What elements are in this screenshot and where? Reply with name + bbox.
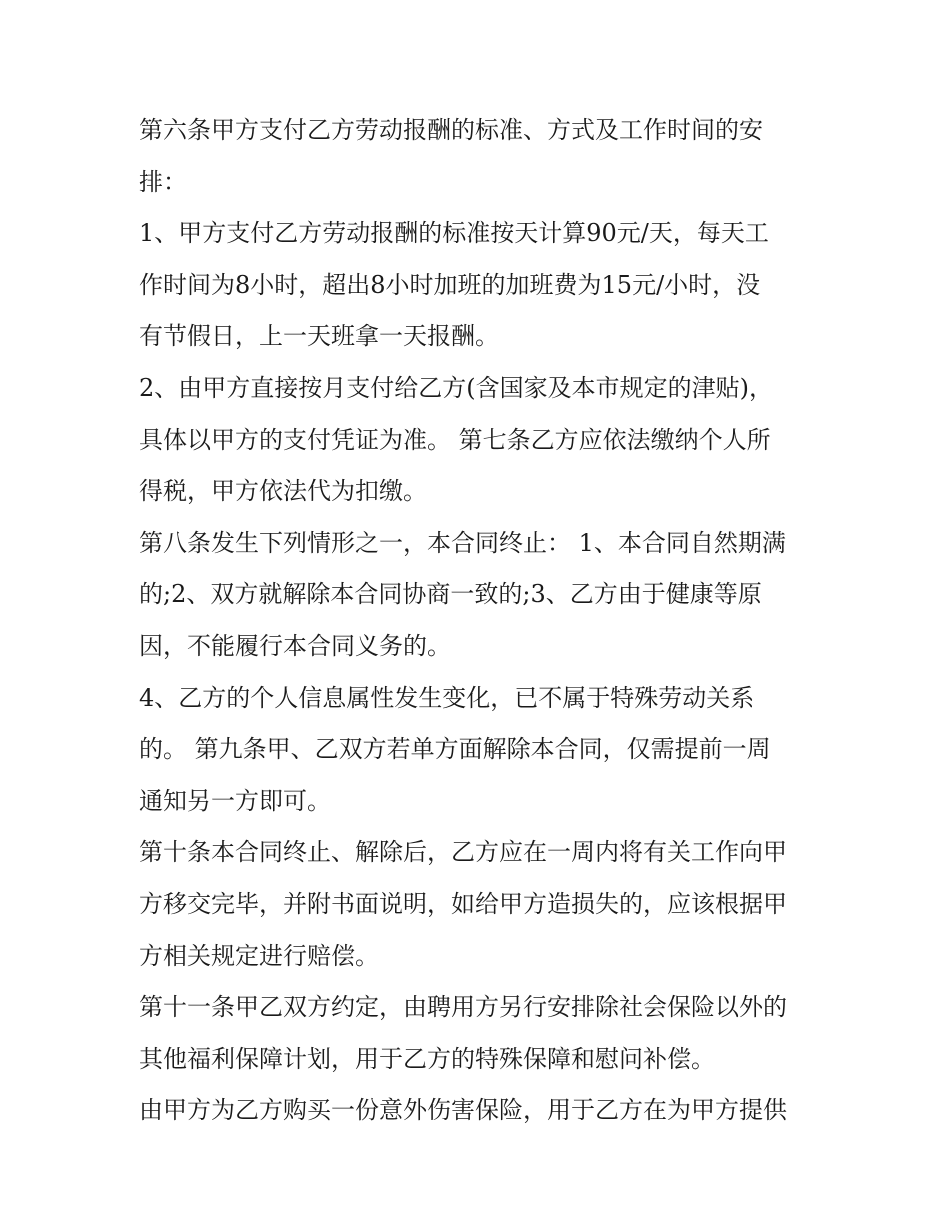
text-line: 其他福利保障计划，用于乙方的特殊保障和慰问补偿。 [139,1044,715,1073]
text-line: 4、乙方的个人信息属性发生变化，已不属于特殊劳动关系 [139,683,755,712]
text-line: 排： [139,167,187,196]
text-line: 具体以甲方的支付凭证为准。 第七条乙方应依法缴纳个人所 [139,425,771,454]
text-line: 通知另一方即可。 [139,786,331,815]
text-line: 的;2、双方就解除本合同协商一致的;3、乙方由于健康等原 [139,580,762,609]
text-line: 方相关规定进行赔偿。 [139,941,379,970]
text-line: 第十一条甲乙双方约定，由聘用方另行安排除社会保险以外的 [139,993,787,1022]
text-line: 第八条发生下列情形之一，本合同终止： 1、本合同自然期满 [139,528,786,557]
text-line: 2、由甲方直接按月支付给乙方(含国家及本市规定的津贴)， [139,373,773,402]
text-line: 第六条甲方支付乙方劳动报酬的标准、方式及工作时间的安 [139,116,763,144]
text-line: 有节假日，上一天班拿一天报酬。 [139,322,499,351]
text-line: 因，不能履行本合同义务的。 [139,631,451,660]
text-line: 作时间为8小时，超出8小时加班的加班费为15元/小时，没 [139,270,761,299]
text-line: 得税，甲方依法代为扣缴。 [139,477,427,506]
text-line: 方移交完毕，并附书面说明，如给甲方造损失的，应该根据甲 [139,889,787,918]
text-line: 1、甲方支付乙方劳动报酬的标准按天计算90元/天，每天工 [139,219,769,248]
text-line: 第十条本合同终止、解除后，乙方应在一周内将有关工作向甲 [139,838,787,867]
text-line: 的。 第九条甲、乙双方若单方面解除本合同，仅需提前一周 [139,735,771,764]
document-body [139,105,819,1137]
text-line: 由甲方为乙方购买一份意外伤害保险，用于乙方在为甲方提供 [139,1096,787,1125]
